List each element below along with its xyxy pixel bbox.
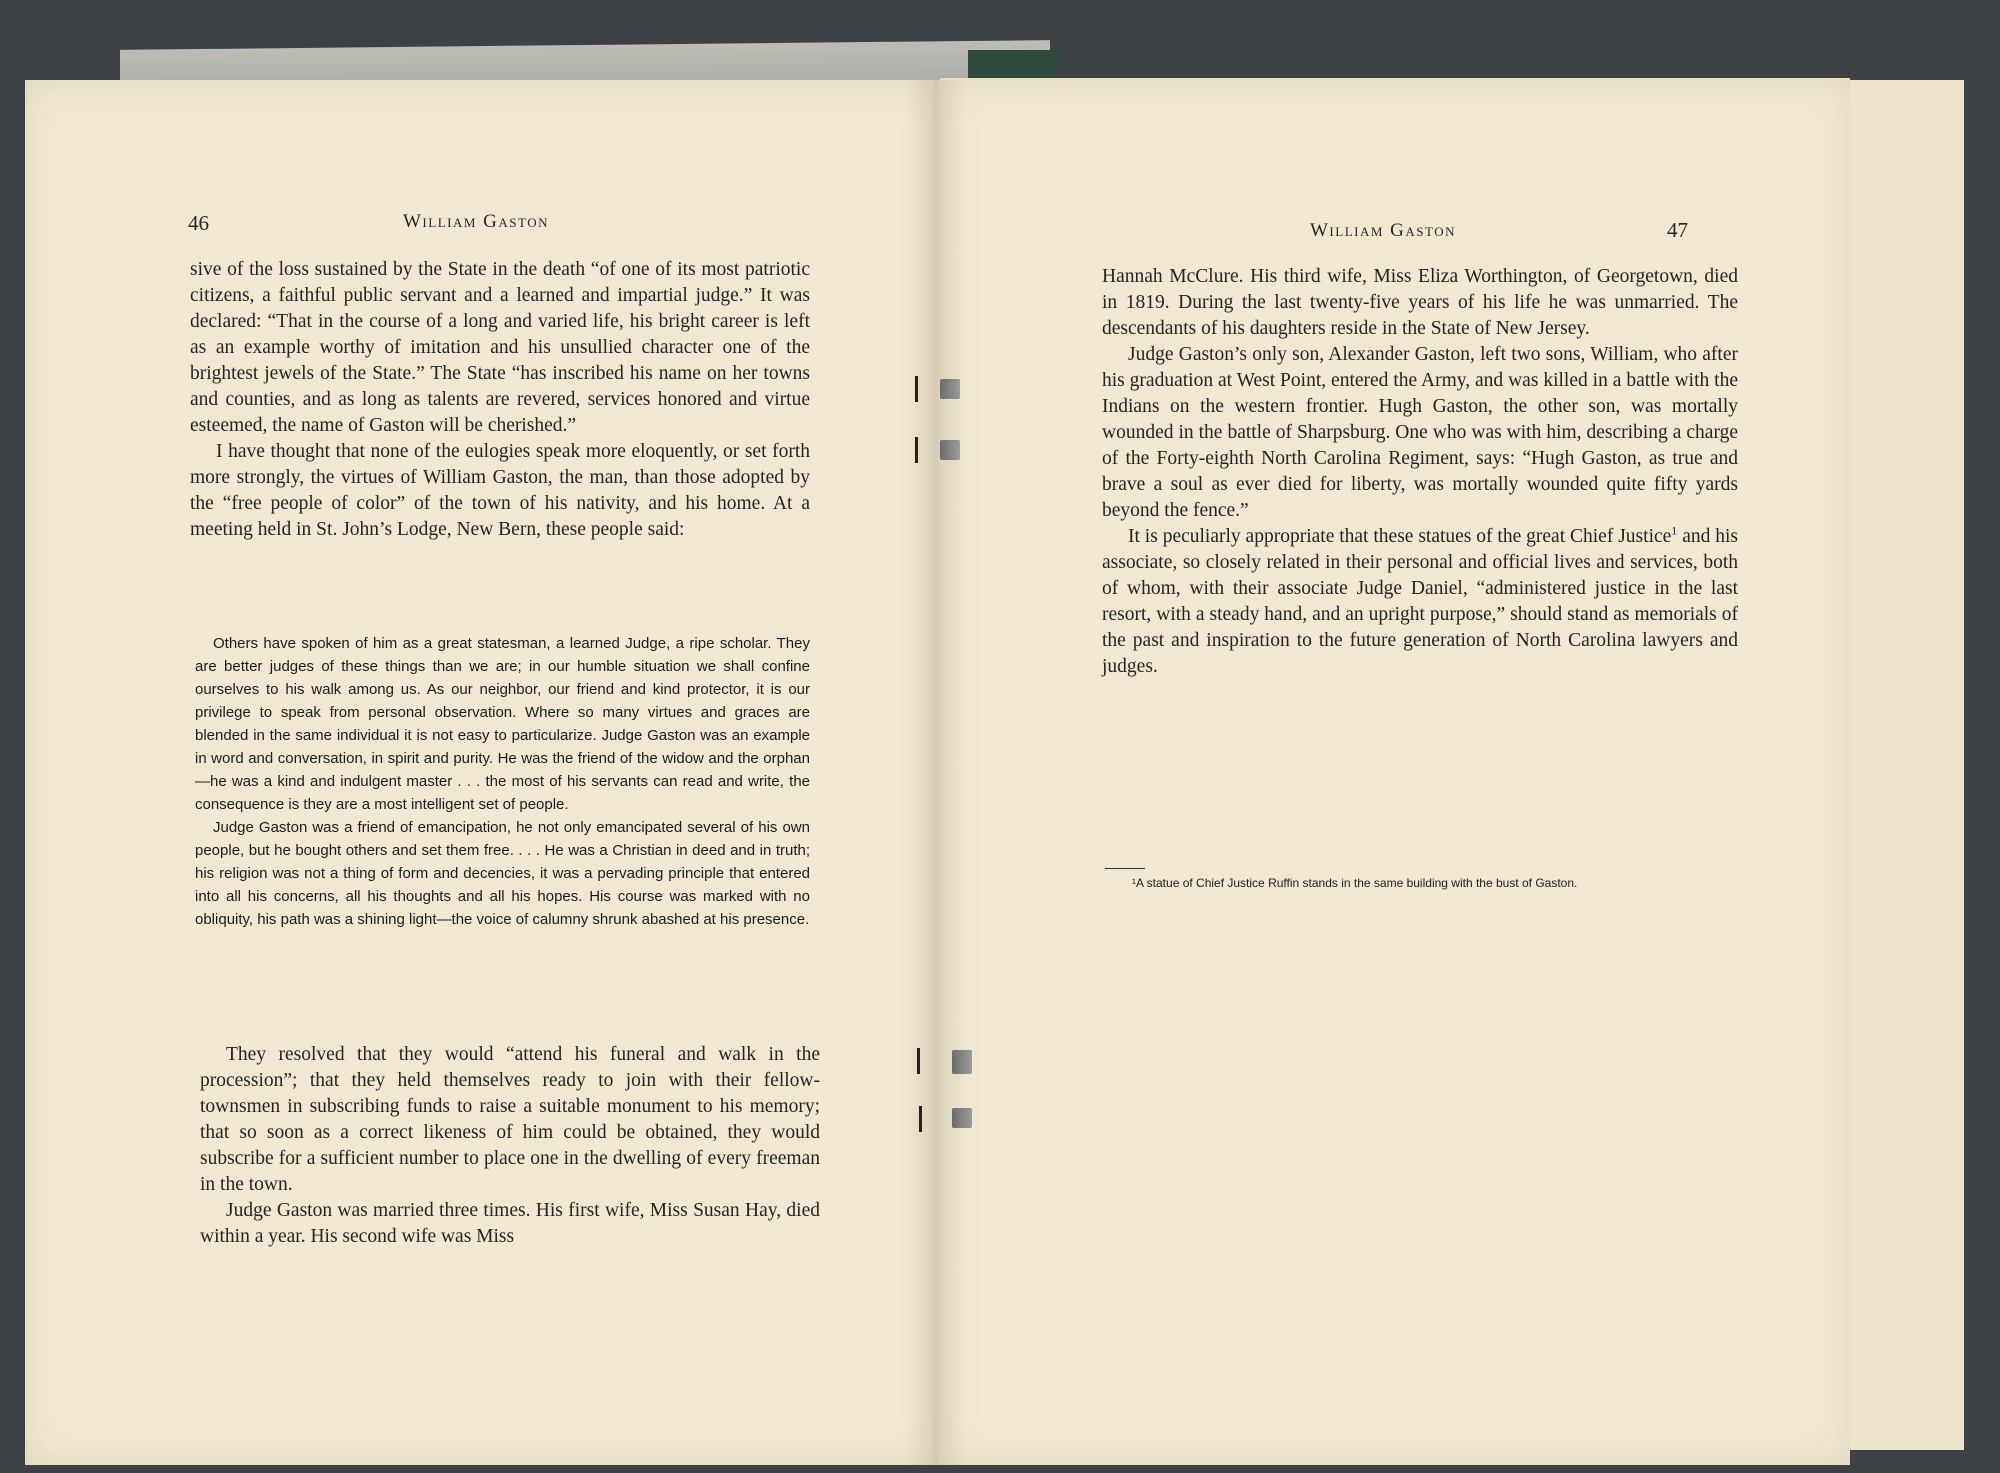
left-body-text [190, 257, 810, 543]
right-page [940, 78, 1850, 1465]
footnote-marker: 1 [1671, 523, 1678, 538]
paragraph: Hannah McClure. His third wife, Miss Eliza Worthington, of Georgetown, died in 1819. During the last twenty-five years of his life he was unmarried. The descendants of his daughters reside in the State of New Jersey. [1102, 266, 1738, 339]
quote-paragraph: Others have spoken of him as a great statesman, a learned Judge, a ripe scholar. They are better judges of these things than we are; in our humble situation we shall confine ourselves to his walk among us. As our neighbor, our friend and kind protector, it is our privilege to speak from personal observation. Where so many virtues and graces are blended in the same individual it is not easy to particularize. Judge Gaston was an example in word and conversation, in spirit and purity. He was the friend of the widow and the orphan—he was a kind and indulgent master . . . the most of his servants can read and write, the consequence is they are a most intelligent set of people. [195, 635, 810, 813]
staple-mark [919, 1106, 922, 1132]
staple-mark [915, 376, 918, 402]
underlying-page-edge [1845, 80, 1964, 1450]
left-body-text-continued [200, 1042, 820, 1250]
staple-mark [915, 437, 918, 463]
paragraph-end: and his associate, so closely related in their personal and official lives and services, both of whom, with their associate Judge Daniel, “administered justice in the last resort, with a steady hand, and an upright purpose,” should stand as memorials of the past and inspiration to the future generation of North Carolina lawyers and judges. [1102, 526, 1738, 677]
paragraph [1102, 524, 1738, 680]
staple-mark [917, 1048, 920, 1074]
staple [940, 379, 960, 399]
paragraph: I have thought that none of the eulogies speak more eloquently, or set forth more strongly, the virtues of William Gaston, the man, than those adopted by the “free people of color” of the town of his nativity, and his home. At a meeting held in St. John’s Lodge, New Bern, these people said: [190, 441, 810, 540]
book-gutter [905, 80, 965, 1465]
paragraph: sive of the loss sustained by the State in the death “of one of its most patriotic citizens, a faithful public servant and a learned and impartial judge.” It was declared: “That in the course of a long and varied life, his bright career is left as an example worthy of imitation and his unsullied character one of the brightest jewels of the State.” The State “has inscribed his name on her towns and counties, and as long as talents are revered, services honored and virtue esteemed, the name of Gaston will be cherished.” [190, 259, 810, 436]
paragraph: Judge Gaston’s only son, Alexander Gaston, left two sons, William, who after his graduation at West Point, entered the Army, and was killed in a battle with the Indians on the western frontier. Hugh Gaston, the other son, was mortally wounded in the battle of Sharpsburg. One who was with him, describing a charge of the Forty-eighth North Carolina Regiment, says: “Hugh Gaston, as true and brave a soul as ever died for liberty, was mortally wounded quite fifty yards beyond the fence.” [1102, 344, 1738, 521]
footnote: ¹A statue of Chief Justice Ruffin stands in the same building with the bust of Gaston. [1132, 876, 1578, 890]
paragraph: They resolved that they would “attend his funeral and walk in the procession”; that they held themselves ready to join with their fellow-townsmen in subscribing funds to raise a suitable monument to his memory; that so soon as a correct likeness of him could be obtained, they would subscribe for a sufficient number to place one in the dwelling of every freeman in the town. [200, 1044, 820, 1195]
running-head-right: William Gaston [1310, 220, 1456, 241]
paragraph: Judge Gaston was married three times. His first wife, Miss Susan Hay, died within a year. His second wife was Miss [200, 1200, 820, 1247]
staple [952, 1108, 972, 1128]
left-page [25, 80, 941, 1465]
right-body-text [1102, 264, 1738, 680]
paragraph-start: It is peculiarly appropriate that these statues of the great Chief Justice [1128, 526, 1672, 547]
quote-paragraph: Judge Gaston was a friend of emancipation, he not only emancipated several of his own people, but he bought others and set them free. . . . He was a Christian in deed and in truth; his religion was not a thing of form and decencies, it was a pervading principle that entered into all his concerns, all his thoughts and all his hopes. His course was marked with no obliquity, his path was a shining light—the voice of calumny shrunk abashed at his presence. [195, 819, 810, 928]
page-number-left: 46 [188, 211, 209, 235]
running-head-left: William Gaston [403, 211, 549, 232]
staple [940, 440, 960, 460]
footnote-rule [1105, 868, 1145, 869]
block-quote [195, 632, 810, 931]
page-number-right: 47 [1667, 218, 1688, 242]
staple [952, 1050, 972, 1074]
